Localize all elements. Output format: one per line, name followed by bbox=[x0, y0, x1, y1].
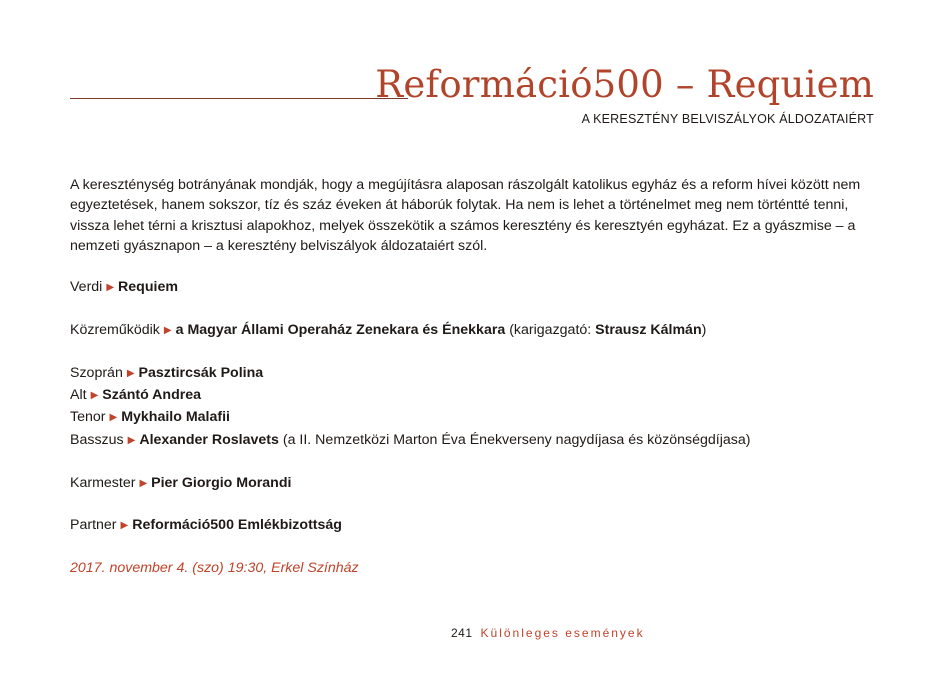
partner-label: Partner bbox=[70, 517, 117, 534]
header-rule bbox=[70, 98, 408, 99]
soprano-line bbox=[70, 363, 880, 385]
soprano-name: Pasztircsák Polina bbox=[138, 364, 264, 381]
chorus-master-prefix: (karigazgató: bbox=[509, 321, 596, 338]
main-content bbox=[70, 175, 880, 579]
conductor-label: Karmester bbox=[70, 474, 136, 491]
composer-label: Verdi bbox=[70, 279, 103, 296]
alto-label: Alt bbox=[70, 387, 87, 404]
bass-note: (a II. Nemzetközi Marton Éva Énekverseny nagydíjasa és közönségdíjasa) bbox=[282, 431, 751, 448]
tenor-name: Mykhailo Malafii bbox=[121, 409, 230, 426]
page-title: Reformáció500 – Requiem bbox=[375, 63, 874, 106]
arrow-icon: ▶ bbox=[120, 520, 129, 532]
arrow-icon: ▶ bbox=[163, 324, 172, 336]
composer-line bbox=[70, 277, 880, 299]
page-subtitle: A KERESZTÉNY BELVISZÁLYOK ÁLDOZATAIÉRT bbox=[581, 112, 874, 126]
intro-paragraph: A kereszténység botrányának mondják, hogy a megújításra alaposan rászolgált katolikus egyház és a reform hívei között nem egyeztetések, hanem sokszor, tíz és száz éveken át háborúk folytak. Ha nem is lehet a történelmet meg nem történtté tenni, vissza lehet térni a krisztusi alapokhoz, melyek összekötik a számos keresztény és keresztyén egyházat. Ez a gyászmise – a nemzeti gyásznapon – a keresztény belviszályok áldozataiért szól. bbox=[70, 177, 861, 255]
performers-label: Közreműködik bbox=[70, 321, 160, 338]
chorus-master-suffix: ) bbox=[701, 321, 707, 338]
alto-name: Szántó Andrea bbox=[102, 387, 202, 404]
soprano-label: Szoprán bbox=[70, 364, 123, 381]
bass-line bbox=[70, 430, 880, 452]
arrow-icon: ▶ bbox=[127, 434, 136, 446]
tenor-label: Tenor bbox=[70, 409, 106, 426]
arrow-icon: ▶ bbox=[90, 390, 99, 402]
page-number: 241 bbox=[451, 626, 473, 640]
page-footer bbox=[451, 626, 645, 640]
tenor-line bbox=[70, 407, 880, 429]
arrow-icon: ▶ bbox=[139, 477, 148, 489]
composer-work: Requiem bbox=[118, 279, 178, 296]
conductor-name: Pier Giorgio Morandi bbox=[151, 474, 292, 491]
partner-name: Reformáció500 Emlékbizottság bbox=[132, 517, 342, 534]
arrow-icon: ▶ bbox=[109, 412, 118, 424]
arrow-icon: ▶ bbox=[126, 367, 135, 379]
chorus-master-name: Strausz Kálmán bbox=[595, 321, 702, 338]
performers-line bbox=[70, 320, 880, 342]
arrow-icon: ▶ bbox=[106, 282, 115, 294]
partner-line bbox=[70, 515, 880, 537]
bass-label: Basszus bbox=[70, 431, 124, 448]
event-date-venue: 2017. november 4. (szo) 19:30, Erkel Színház bbox=[70, 560, 359, 577]
section-name: Különleges események bbox=[480, 626, 645, 640]
bass-name: Alexander Roslavets bbox=[139, 431, 279, 448]
conductor-line bbox=[70, 473, 880, 495]
performers-value: a Magyar Állami Operaház Zenekara és Énekkara bbox=[175, 321, 506, 338]
alto-line bbox=[70, 385, 880, 407]
